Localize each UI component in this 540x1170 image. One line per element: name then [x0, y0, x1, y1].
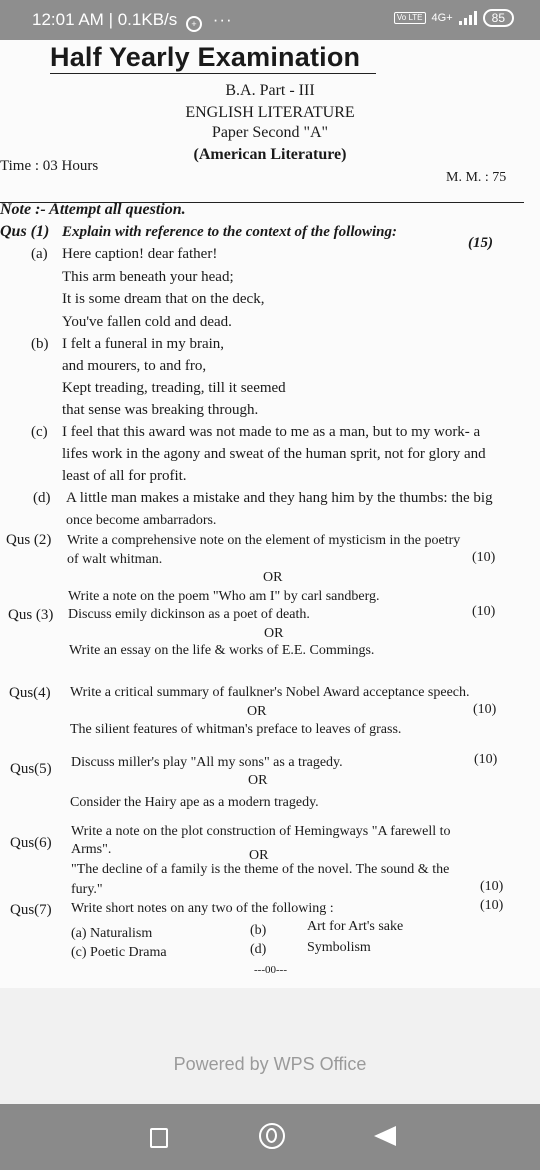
- signal-icon: [459, 11, 477, 25]
- exam-subject: ENGLISH LITERATURE: [185, 104, 355, 121]
- q1d-line: A little man makes a mistake and they hang him by the thumbs: the big: [66, 490, 493, 506]
- recent-apps-icon[interactable]: [150, 1128, 168, 1148]
- status-speed: 0.1KB/s: [117, 10, 178, 29]
- q1b-label: (b): [31, 336, 49, 352]
- q1a-line: It is some dream that on the deck,: [62, 291, 265, 307]
- q3-marks: (10): [472, 604, 496, 619]
- q3-alt: Write an essay on the life & works of E.E. Commings.: [69, 643, 375, 658]
- q7-option-a: (a) Naturalism: [71, 926, 153, 941]
- q1-text: Explain with reference to the context of the following:: [62, 224, 397, 240]
- q2-alt: Write a note on the poem "Who am I" by carl sandberg.: [68, 589, 380, 604]
- home-icon[interactable]: [259, 1123, 285, 1149]
- q7-option-d-label: (d): [250, 942, 267, 957]
- q1b-line: I felt a funeral in my brain,: [62, 336, 225, 352]
- q4-label: Qus(4): [9, 685, 51, 701]
- q1-label: Qus (1): [0, 223, 50, 240]
- q1b-line: and mourers, to and fro,: [62, 358, 207, 374]
- q3-label: Qus (3): [8, 607, 54, 623]
- more-notifications-icon: ···: [212, 10, 233, 29]
- q7-option-b: Art for Art's sake: [307, 919, 404, 934]
- exam-title: Half Yearly Examination: [50, 42, 361, 72]
- q1a-label: (a): [31, 246, 48, 262]
- q7-option-b-label: (b): [250, 923, 267, 938]
- status-right: [394, 9, 514, 27]
- q5-label: Qus(5): [10, 761, 52, 777]
- q2-line: Write a comprehensive note on the element of mysticism in the poetry: [67, 533, 461, 548]
- q4-alt: The silient features of whitman's preface to leaves of grass.: [70, 722, 402, 737]
- network-type: 4G+: [431, 12, 453, 24]
- q6-line: fury.": [71, 882, 103, 897]
- q3-or: OR: [264, 626, 284, 641]
- q2-or: OR: [263, 570, 283, 585]
- volte-icon: Vo LTE: [394, 12, 426, 24]
- q1c-label: (c): [31, 424, 48, 440]
- q3-text: Discuss emily dickinson as a poet of death.: [68, 607, 310, 622]
- q1a-line: Here caption! dear father!: [62, 246, 218, 262]
- q6-line: "The decline of a family is the theme of the novel. The sound & the: [71, 862, 450, 877]
- q1-marks: (15): [468, 235, 493, 251]
- title-underline: [50, 73, 376, 74]
- q5-marks: (10): [474, 752, 498, 767]
- q6-line: Arms".: [71, 842, 112, 857]
- q1c-line: I feel that this award was not made to me as a man, but to my work- a: [62, 424, 481, 440]
- q7-label: Qus(7): [10, 902, 52, 918]
- back-icon[interactable]: [374, 1126, 396, 1146]
- q1d-line: once become ambarradors.: [66, 513, 217, 528]
- exam-course: B.A. Part - III: [225, 82, 315, 99]
- q7-marks: (10): [480, 898, 504, 913]
- q5-alt: Consider the Hairy ape as a modern tragedy.: [70, 795, 319, 810]
- powered-by-label: Powered by WPS Office: [173, 1054, 367, 1074]
- q4-marks: (10): [473, 702, 497, 717]
- battery-indicator: 85: [483, 9, 514, 27]
- viewer-footer: [0, 988, 540, 1104]
- exam-paper-sub: (American Literature): [193, 146, 347, 163]
- end-mark: ---00---: [254, 964, 287, 976]
- status-left: [32, 10, 233, 32]
- q1b-line: that sense was breaking through.: [62, 402, 259, 418]
- q5-or: OR: [248, 773, 268, 788]
- q7-text: Write short notes on any two of the following :: [71, 901, 334, 916]
- exam-note: Note :- Attempt all question.: [0, 201, 186, 218]
- q1a-line: This arm beneath your head;: [62, 269, 234, 285]
- q7-option-c: (c) Poetic Drama: [71, 945, 167, 960]
- q2-marks: (10): [472, 550, 496, 565]
- q1b-line: Kept treading, treading, till it seemed: [62, 380, 286, 396]
- status-bar: [0, 0, 540, 40]
- q6-line: Write a note on the plot construction of Hemingways "A farewell to: [71, 824, 451, 839]
- status-time: 12:01 AM: [32, 10, 104, 29]
- q4-or: OR: [247, 704, 267, 719]
- q1c-line: lifes work in the agony and sweat of the human sprit, not for glory and: [62, 446, 486, 462]
- q6-marks: (10): [480, 879, 504, 894]
- navigation-bar: [0, 1104, 540, 1170]
- q2-label: Qus (2): [6, 532, 52, 548]
- q4-text: Write a critical summary of faulkner's Nobel Award acceptance speech.: [70, 685, 470, 700]
- status-separator: |: [108, 10, 113, 29]
- q2-line: of walt whitman.: [67, 552, 163, 567]
- hotspot-icon: +: [186, 16, 202, 32]
- q6-label: Qus(6): [10, 835, 52, 851]
- q1d-label: (d): [33, 490, 51, 506]
- document-page[interactable]: [0, 40, 540, 988]
- exam-max-marks: M. M. : 75: [446, 170, 507, 185]
- q1a-line: You've fallen cold and dead.: [62, 314, 232, 330]
- q1c-line: least of all for profit.: [62, 468, 187, 484]
- exam-paper: Paper Second "A": [211, 124, 329, 141]
- q7-option-d: Symbolism: [307, 940, 371, 955]
- q6-or: OR: [249, 848, 269, 863]
- exam-time: Time : 03 Hours: [0, 158, 99, 174]
- q5-text: Discuss miller's play "All my sons" as a tragedy.: [71, 755, 343, 770]
